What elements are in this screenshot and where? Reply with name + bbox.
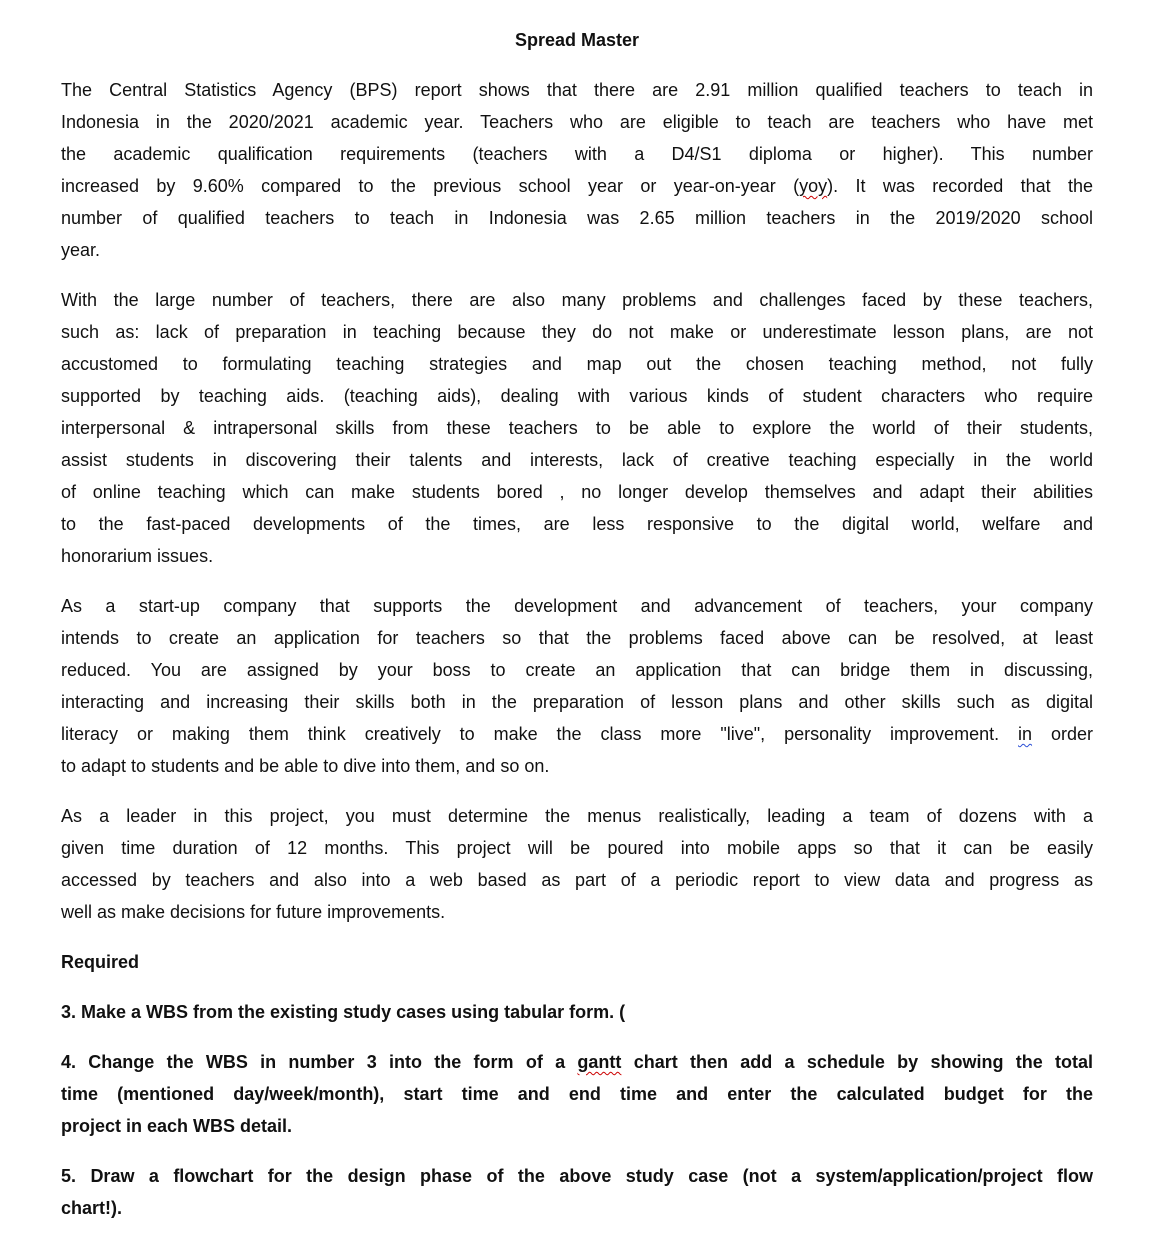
paragraph	[61, 284, 1093, 572]
text-line: supported by teaching aids. (teaching aids), dealing with various kinds of student characters who require	[61, 386, 1093, 406]
text-segment: literacy or making them think creatively to make the class more "live", personality improvement.	[61, 724, 1019, 744]
required-items	[61, 996, 1093, 1224]
text-line	[61, 1046, 1093, 1078]
text-line: number of qualified teachers to teach in Indonesia was 2.65 million teachers in the 2019/2020 school	[61, 208, 1093, 228]
text-line: interpersonal & intrapersonal skills from these teachers to be able to explore the world of their students,	[61, 418, 1093, 438]
text-line: The Central Statistics Agency (BPS) report shows that there are 2.91 million qualified teachers to teach in	[61, 80, 1093, 100]
text-line: assist students in discovering their talents and interests, lack of creative teaching especially in the world	[61, 450, 1093, 470]
text-line: 3. Make a WBS from the existing study cases using tabular form. (	[61, 1002, 626, 1022]
text-line: Indonesia in the 2020/2021 academic year. Teachers who are eligible to teach are teachers who have met	[61, 112, 1093, 132]
required-heading: Required	[61, 952, 140, 972]
text-line: such as: lack of preparation in teaching because they do not make or underestimate lesson plans, are not	[61, 322, 1093, 342]
text-line: well as make decisions for future improvements.	[61, 902, 446, 922]
text-segment: increased by 9.60% compared to the previous school year or year-on-year (	[61, 176, 800, 196]
text-line: the academic qualification requirements (teachers with a D4/S1 diploma or higher). This number	[61, 144, 1093, 164]
text-line	[61, 718, 1093, 750]
paragraph	[61, 800, 1093, 928]
text-line: project in each WBS detail.	[61, 1116, 293, 1136]
text-segment: order	[1032, 724, 1093, 744]
required-item	[61, 1046, 1093, 1142]
text-line: As a leader in this project, you must determine the menus realistically, leading a team of dozens with a	[61, 806, 1093, 826]
required-item	[61, 1160, 1093, 1224]
text-line: chart!).	[61, 1198, 123, 1218]
spellcheck-flagged-word: gantt	[577, 1052, 622, 1072]
text-line: honorarium issues.	[61, 546, 214, 566]
required-item	[61, 996, 1093, 1028]
text-segment: chart then add a schedule by showing the total	[621, 1052, 1093, 1072]
text-segment: ). It was recorded that the	[827, 176, 1093, 196]
body-paragraphs	[61, 74, 1093, 928]
text-line: given time duration of 12 months. This project will be poured into mobile apps so that it can be easily	[61, 838, 1093, 858]
text-line: to adapt to students and be able to dive into them, and so on.	[61, 756, 550, 776]
document-title: Spread Master	[514, 30, 640, 50]
text-line: time (mentioned day/week/month), start time and end time and enter the calculated budget for the	[61, 1084, 1093, 1104]
text-line	[61, 170, 1093, 202]
text-line: interacting and increasing their skills both in the preparation of lesson plans and other skills such as digital	[61, 692, 1093, 712]
spellcheck-flagged-word: yoy	[799, 176, 828, 196]
text-line: accustomed to formulating teaching strategies and map out the chosen teaching method, not fully	[61, 354, 1093, 374]
text-segment: 4. Change the WBS in number 3 into the form of a	[61, 1052, 578, 1072]
text-line: As a start-up company that supports the development and advancement of teachers, your company	[61, 596, 1093, 616]
text-line: accessed by teachers and also into a web based as part of a periodic report to view data and progress as	[61, 870, 1093, 890]
text-line: to the fast-paced developments of the times, are less responsive to the digital world, welfare and	[61, 514, 1093, 534]
text-line: year.	[61, 240, 101, 260]
spellcheck-flagged-word: in	[1018, 724, 1033, 744]
text-line: of online teaching which can make students bored , no longer develop themselves and adapt their abilities	[61, 482, 1093, 502]
document-page	[61, 24, 1093, 1242]
text-line: reduced. You are assigned by your boss to create an application that can bridge them in discussing,	[61, 660, 1093, 680]
paragraph	[61, 590, 1093, 782]
text-line: With the large number of teachers, there are also many problems and challenges faced by these teachers,	[61, 290, 1093, 310]
text-line: 5. Draw a flowchart for the design phase of the above study case (not a system/application/project flow	[61, 1166, 1093, 1186]
paragraph	[61, 74, 1093, 266]
text-line: intends to create an application for teachers so that the problems faced above can be resolved, at least	[61, 628, 1093, 648]
